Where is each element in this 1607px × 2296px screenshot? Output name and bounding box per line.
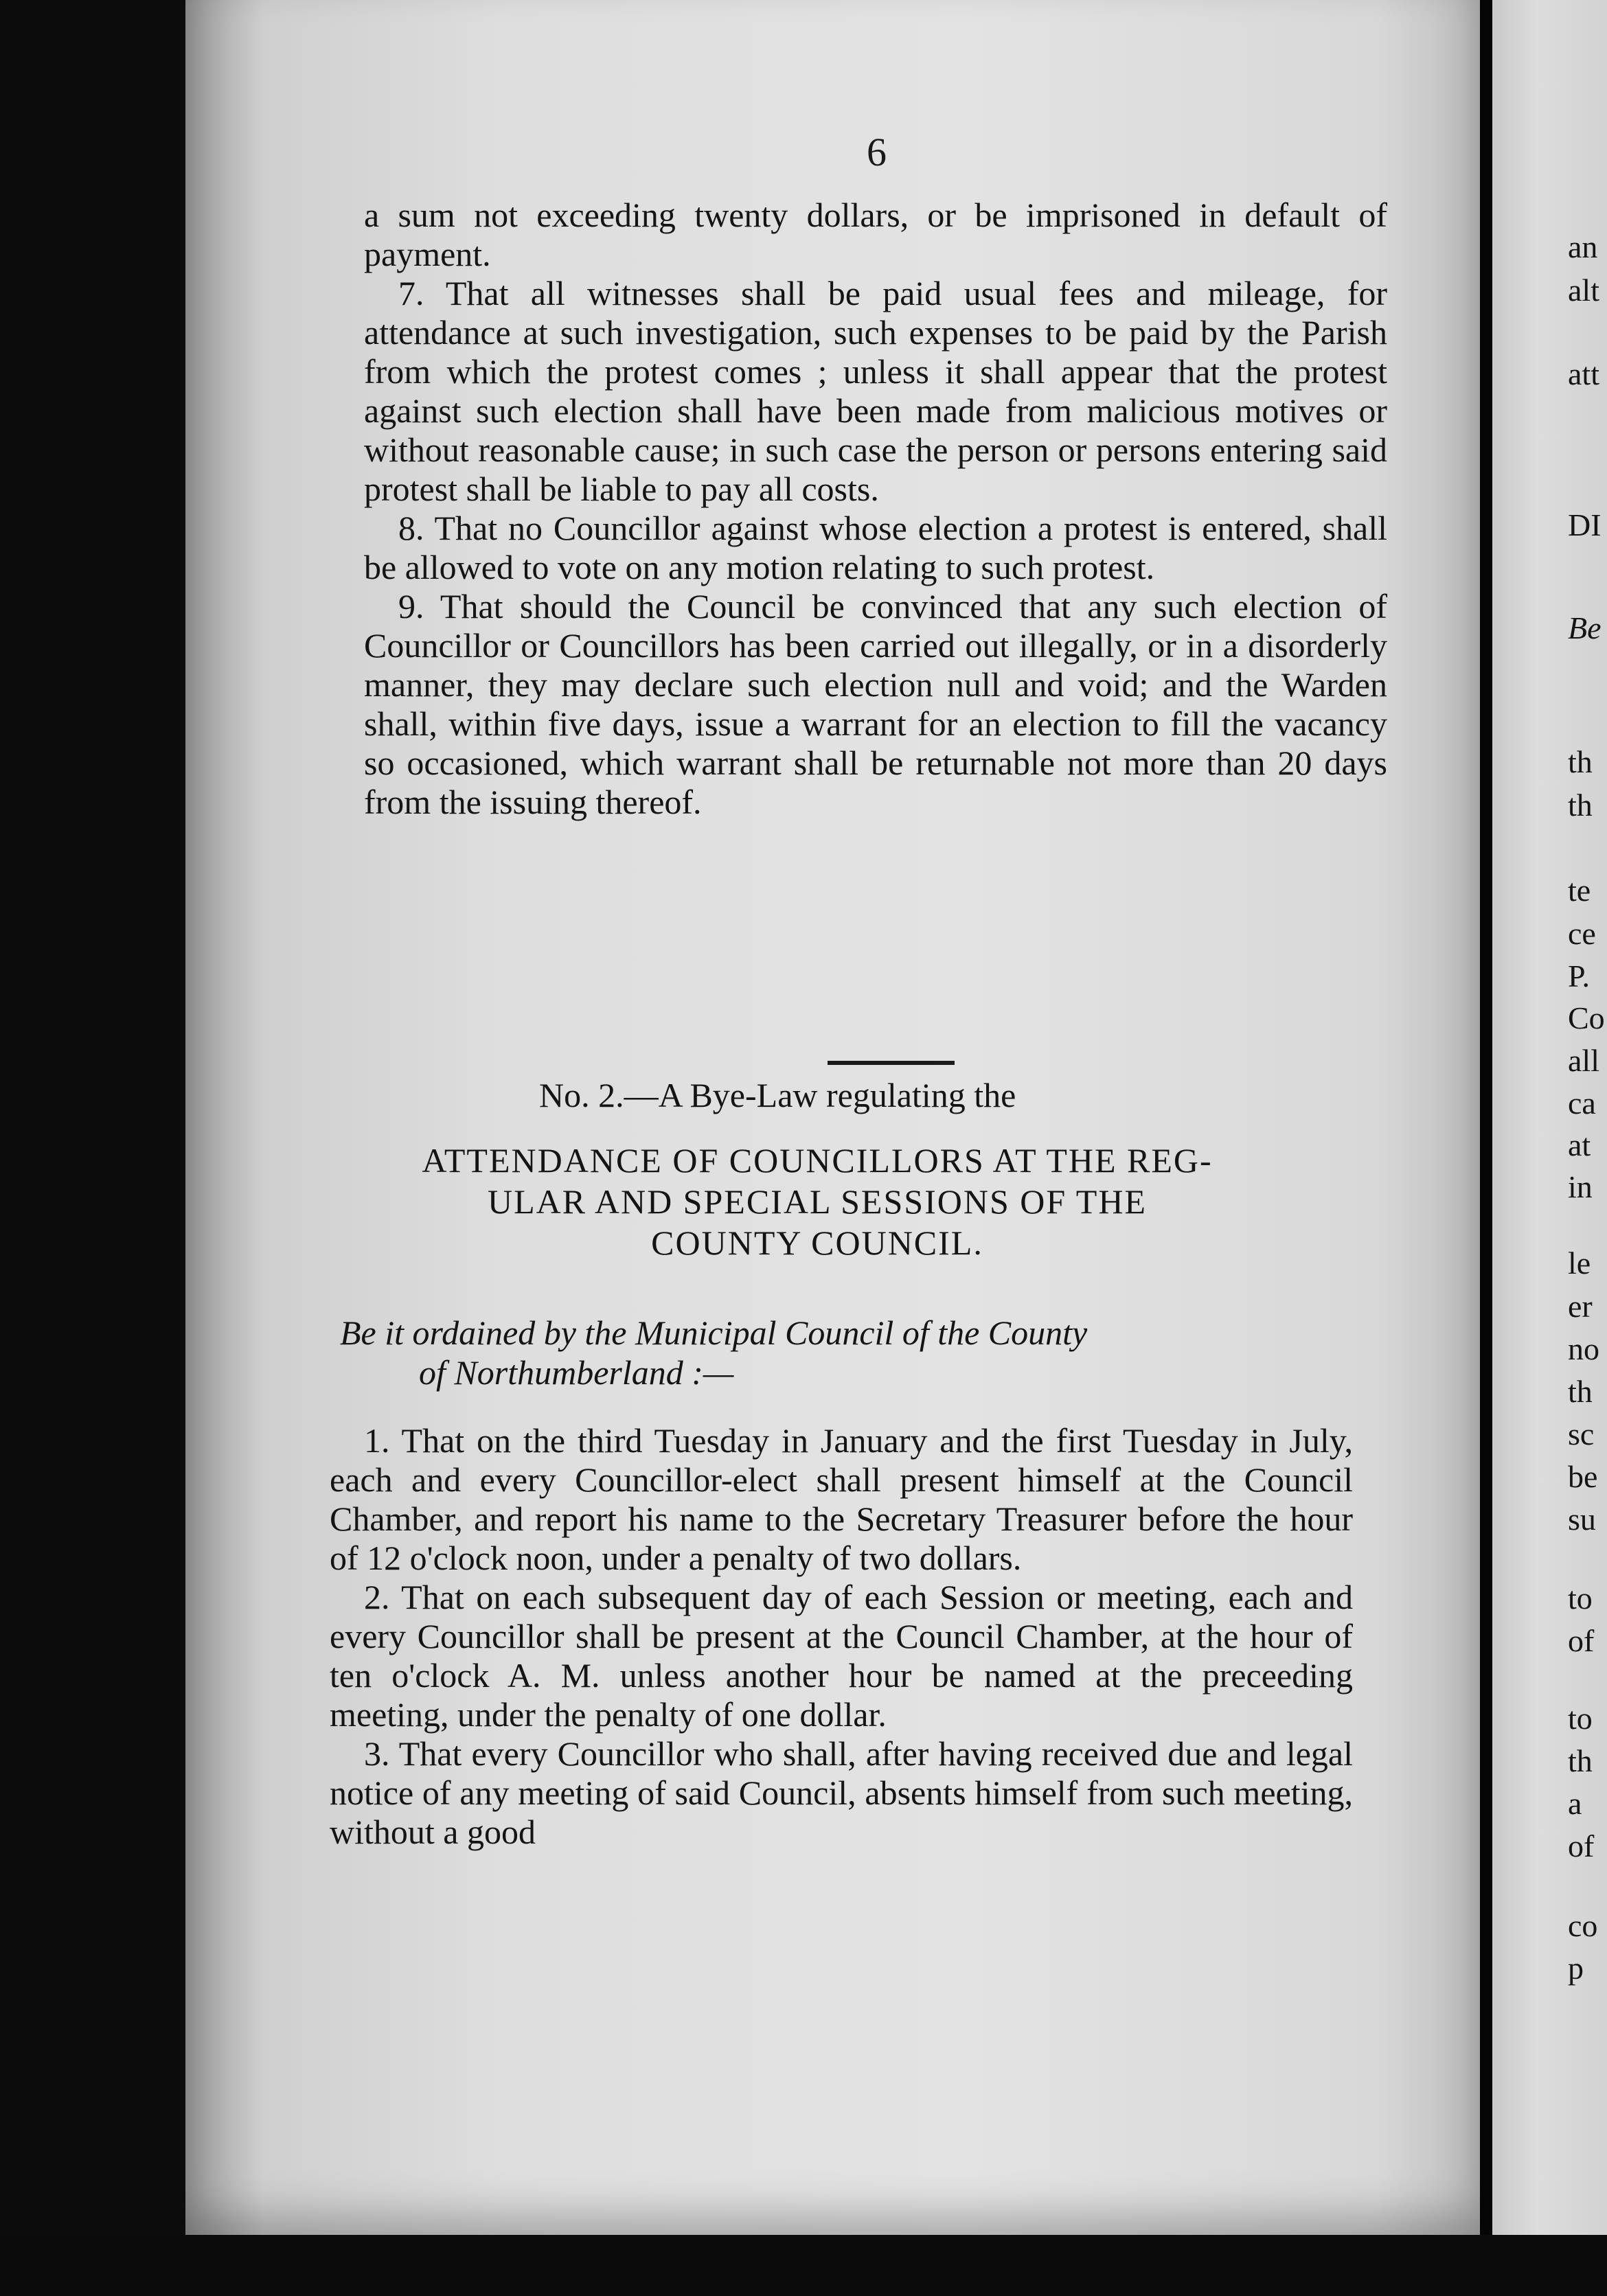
scan-border xyxy=(0,2235,1607,2296)
bylaw-title-line-1: ATTENDANCE OF COUNCILLORS AT THE REG- xyxy=(422,1141,1213,1180)
facing-fragment: be xyxy=(1568,1459,1598,1494)
facing-fragment: Be xyxy=(1568,610,1602,645)
facing-fragment: te xyxy=(1568,873,1591,908)
facing-fragment: P. xyxy=(1568,958,1590,994)
facing-fragment: a xyxy=(1568,1786,1582,1821)
facing-fragment: th xyxy=(1568,744,1593,779)
bylaw-paragraph-2: 2. That on each subsequent day of each Session or meeting, each and every Councillor shall be present at the Council Chamber, at the hour of ten o'clock A. M. unless another hour be named at the preceeding meeting, under the penalty of one dollar. xyxy=(330,1578,1353,1734)
ordained-line-1: Be it ordained by the Municipal Council of the County xyxy=(340,1313,1088,1352)
facing-fragment: to xyxy=(1568,1701,1593,1736)
facing-fragment: ca xyxy=(1568,1086,1596,1121)
facing-fragment: ce xyxy=(1568,916,1596,951)
bylaw-paragraph-3: 3. That every Councillor who shall, after having received due and legal notice of any meeting of said Council, absents himself from such meeting, without a good xyxy=(330,1734,1353,1851)
facing-fragment: DI xyxy=(1568,507,1602,542)
facing-fragment: of xyxy=(1568,1623,1595,1658)
bylaw-paragraph-1: 1. That on the third Tuesday in January and the first Tuesday in July, each and every Councillor-elect shall present himself at the Council Chamber, and report his name to the Secretary Treasurer before the hour of 12 o'clock noon, under a penalty of two dollars. xyxy=(330,1421,1353,1577)
bylaw-title-line-2: ULAR AND SPECIAL SESSIONS OF THE xyxy=(488,1182,1147,1221)
paragraph-8: 8. That no Councillor against whose election a protest is entered, shall be allowed to vote on any motion relating to such protest. xyxy=(364,509,1387,586)
bylaw-number: No. 2.—A Bye-Law regulating the xyxy=(539,1076,1016,1114)
facing-fragment: in xyxy=(1568,1169,1593,1204)
paragraph-continuation: a sum not exceeding twenty dollars, or be imprisoned in default of payment. xyxy=(364,196,1387,273)
facing-fragment: su xyxy=(1568,1502,1596,1537)
facing-fragment: att xyxy=(1568,356,1599,391)
facing-fragment: at xyxy=(1568,1127,1591,1162)
facing-fragment: no xyxy=(1568,1331,1599,1366)
bylaw-title-line-3: COUNTY COUNCIL. xyxy=(651,1224,983,1262)
facing-fragment: all xyxy=(1568,1043,1599,1078)
paragraph-9: 9. That should the Council be convinced that any such election of Councillor or Councillors has been carried out illegally, or in a disorderly manner, they may declare such election null and void; and the Warden shall, within five days, issue a warrant for an election to fill the vacancy so occasioned, which warrant shall be returnable not more than 20 days from the issuing thereof. xyxy=(364,587,1387,821)
bylaw-title xyxy=(337,1140,1298,1263)
facing-fragment: Co xyxy=(1568,1000,1605,1035)
facing-fragment: p xyxy=(1568,1951,1584,1986)
section-divider xyxy=(828,1061,955,1065)
top-text-block xyxy=(364,196,1387,822)
page-gutter xyxy=(1480,0,1492,2296)
facing-fragment: th xyxy=(1568,788,1593,823)
facing-fragment: an xyxy=(1568,229,1598,264)
ordained-clause xyxy=(340,1313,1370,1392)
page-number: 6 xyxy=(867,130,887,174)
facing-fragment: th xyxy=(1568,1743,1593,1778)
facing-fragment: alt xyxy=(1568,273,1599,308)
facing-fragment: to xyxy=(1568,1581,1593,1616)
bottom-text-block xyxy=(330,1421,1353,1852)
facing-fragment: of xyxy=(1568,1828,1595,1863)
facing-fragment: le xyxy=(1568,1245,1591,1281)
ordained-line-2: of Northumberland :— xyxy=(419,1353,734,1392)
facing-fragment: co xyxy=(1568,1908,1598,1943)
facing-fragment: th xyxy=(1568,1374,1593,1409)
facing-fragment: er xyxy=(1568,1289,1593,1324)
facing-fragment: sc xyxy=(1568,1416,1595,1451)
paragraph-7: 7. That all witnesses shall be paid usual fees and mileage, for attendance at such investigation, such expenses to be paid by the Parish from which the protest comes ; unless it shall appear that the protest against such election shall have been made from malicious motives or without reasonable cause; in such case the person or persons entering said protest shall be liable to pay all costs. xyxy=(364,274,1387,508)
